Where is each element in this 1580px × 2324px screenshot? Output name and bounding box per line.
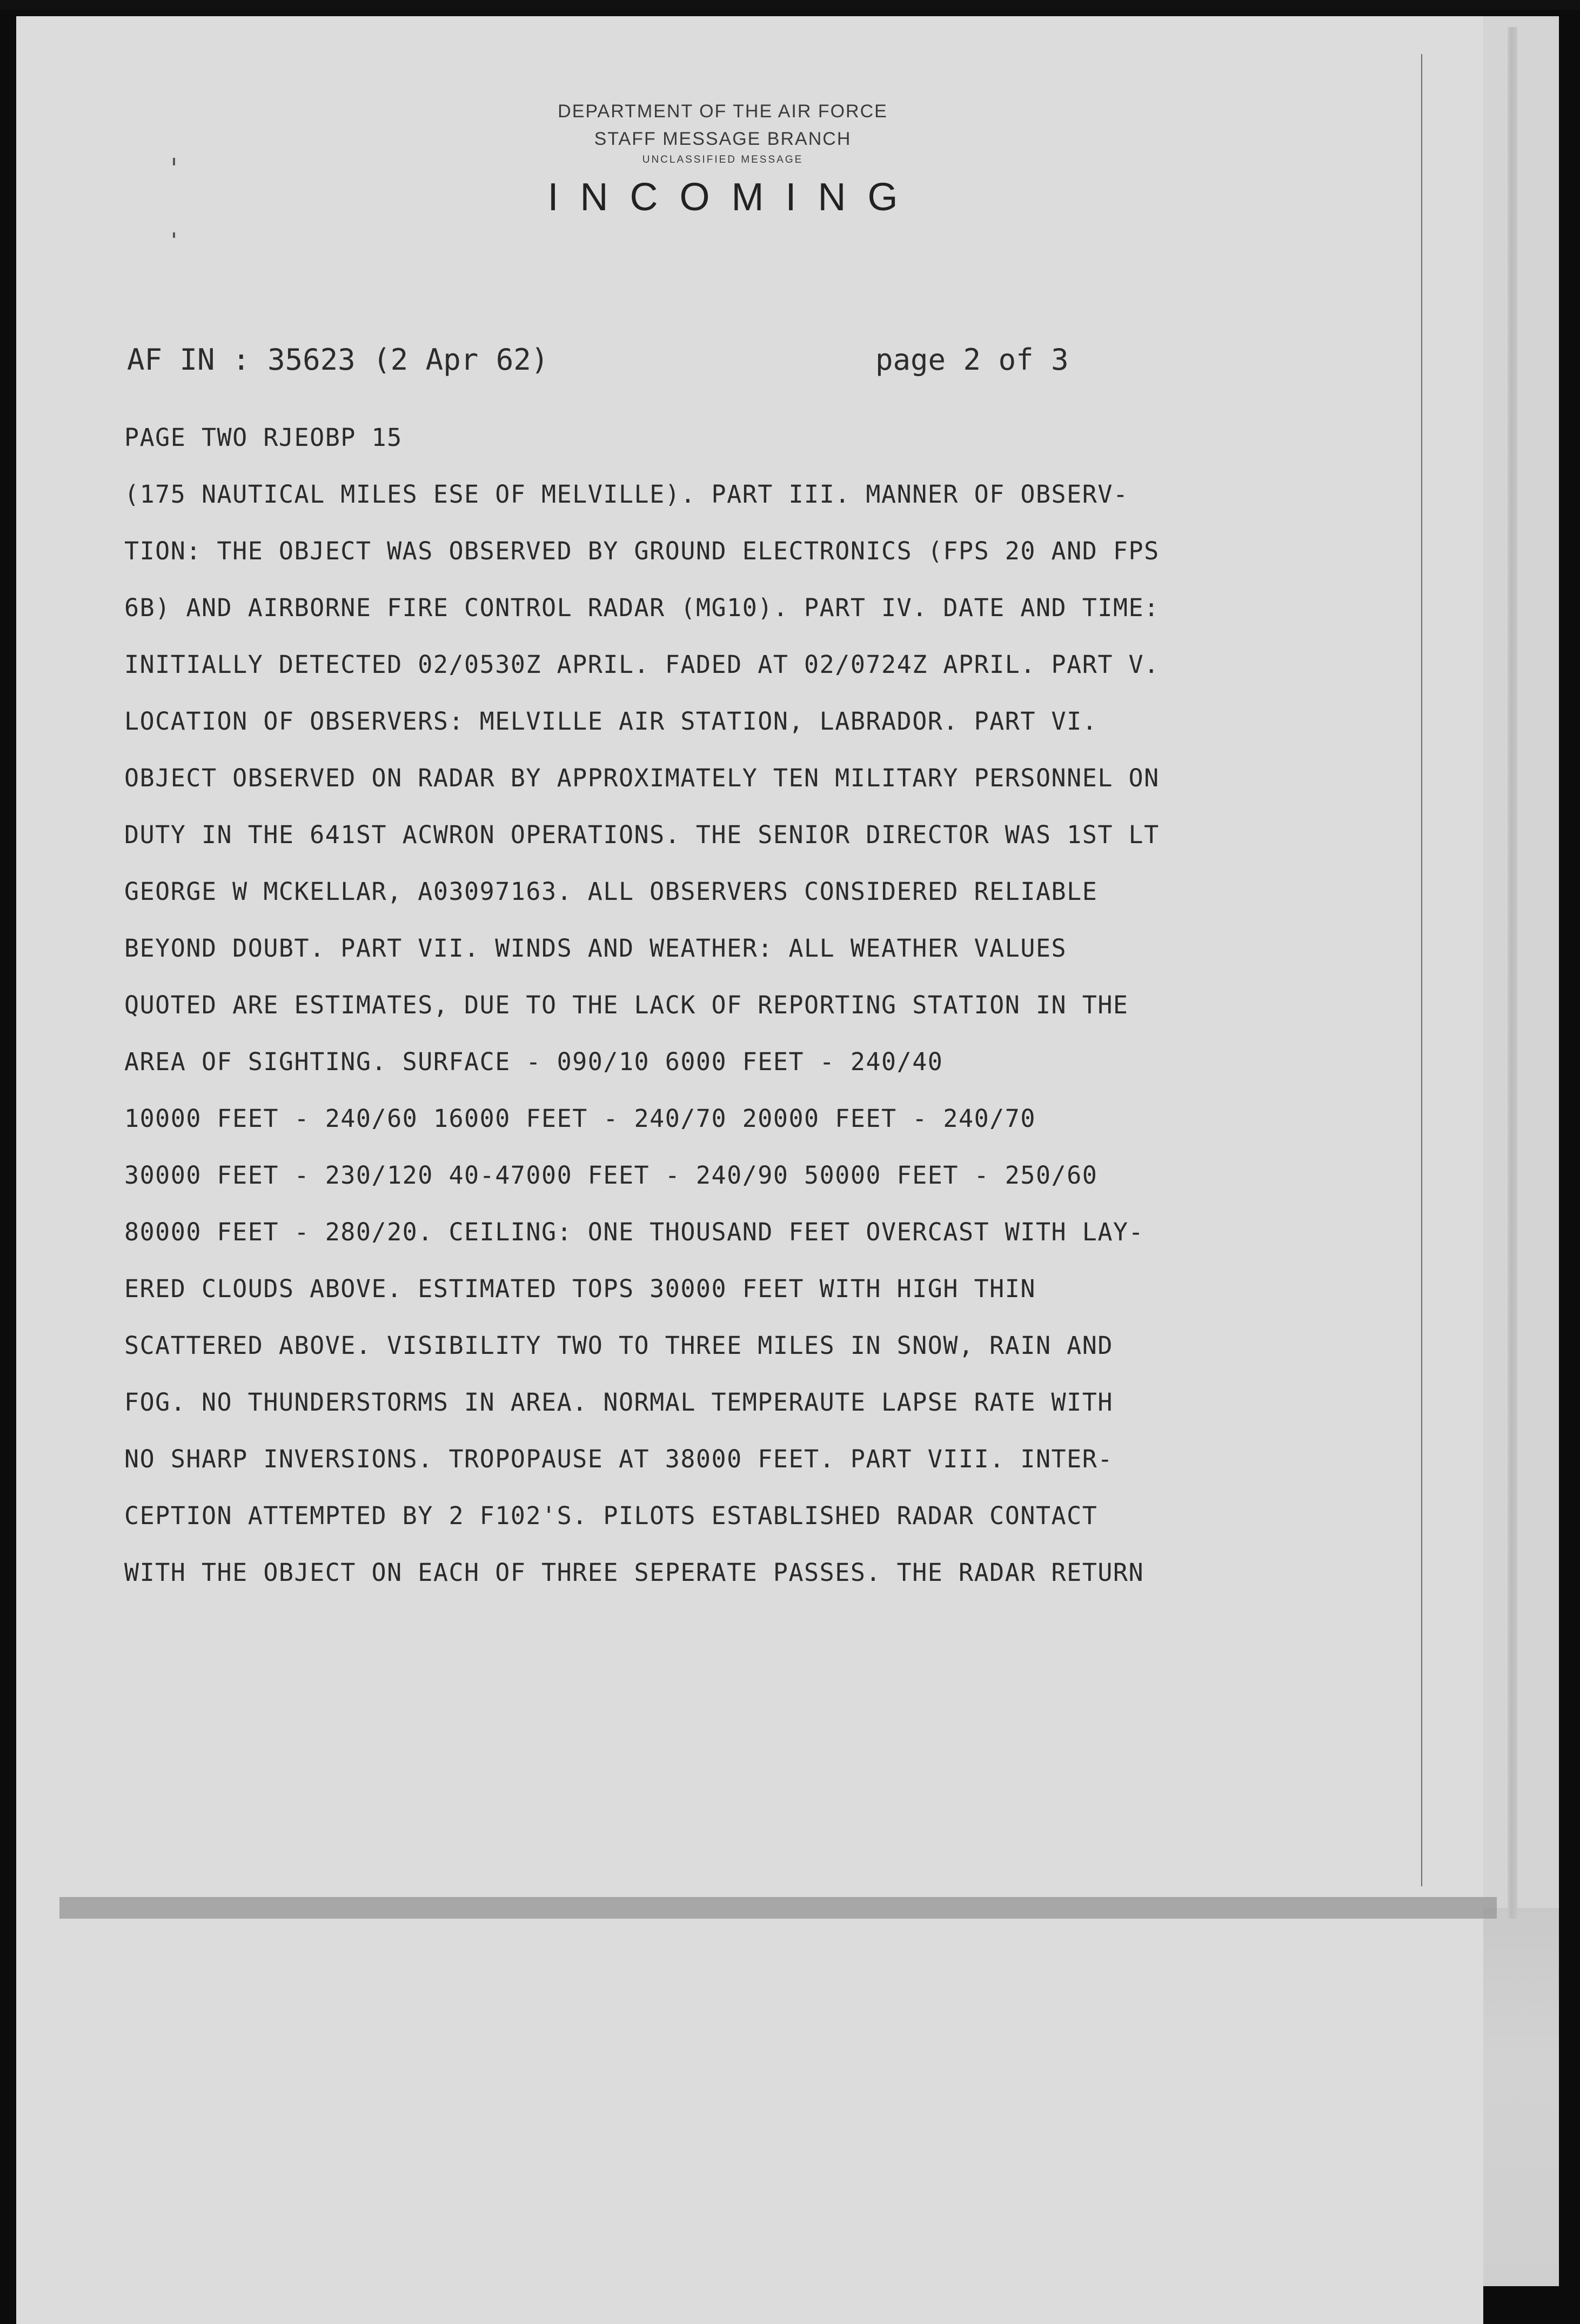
body-line: AREA OF SIGHTING. SURFACE - 090/10 6000 FEET - 240/40 (124, 1047, 943, 1076)
body-line: TION: THE OBJECT WAS OBSERVED BY GROUND ELECTRONICS (FPS 20 AND FPS (124, 537, 1160, 565)
body-line: (175 NAUTICAL MILES ESE OF MELVILLE). PART III. MANNER OF OBSERV- (124, 480, 1129, 509)
film-edge-top (0, 0, 1580, 10)
message-header (16, 97, 1429, 219)
body-line: 30000 FEET - 230/120 40-47000 FEET - 240/90 50000 FEET - 250/60 (124, 1161, 1098, 1190)
message-body (124, 416, 1160, 1608)
paper-edge-right (1508, 27, 1517, 1919)
body-line: 6B) AND AIRBORNE FIRE CONTROL RADAR (MG10). PART IV. DATE AND TIME: (124, 593, 1160, 622)
body-line: 10000 FEET - 240/60 16000 FEET - 240/70 20000 FEET - 240/70 (124, 1104, 1036, 1133)
message-id: AF IN : 35623 (2 Apr 62) (127, 343, 549, 377)
body-line: PAGE TWO RJEOBP 15 (124, 423, 403, 452)
body-line: 80000 FEET - 280/20. CEILING: ONE THOUSAND FEET OVERCAST WITH LAY- (124, 1218, 1144, 1246)
body-line: DUTY IN THE 641ST ACWRON OPERATIONS. THE SENIOR DIRECTOR WAS 1ST LT (124, 820, 1160, 849)
body-line: QUOTED ARE ESTIMATES, DUE TO THE LACK OF REPORTING STATION IN THE (124, 991, 1129, 1019)
page-margin-line (1421, 54, 1422, 1886)
branch-line: STAFF MESSAGE BRANCH (594, 129, 852, 149)
body-line: WITH THE OBJECT ON EACH OF THREE SEPERATE PASSES. THE RADAR RETURN (124, 1558, 1144, 1587)
body-line: FOG. NO THUNDERSTORMS IN AREA. NORMAL TEMPERAUTE LAPSE RATE WITH (124, 1388, 1113, 1417)
body-line: NO SHARP INVERSIONS. TROPOPAUSE AT 38000 FEET. PART VIII. INTER- (124, 1445, 1113, 1473)
body-line: INITIALLY DETECTED 02/0530Z APRIL. FADED AT 02/0724Z APRIL. PART V. (124, 650, 1160, 679)
body-line: LOCATION OF OBSERVERS: MELVILLE AIR STATION, LABRADOR. PART VI. (124, 707, 1098, 736)
body-line: BEYOND DOUBT. PART VII. WINDS AND WEATHER: ALL WEATHER VALUES (124, 934, 1067, 963)
body-line: CEPTION ATTEMPTED BY 2 F102'S. PILOTS ESTABLISHED RADAR CONTACT (124, 1501, 1098, 1530)
stray-mark (173, 232, 175, 238)
body-line: OBJECT OBSERVED ON RADAR BY APPROXIMATELY TEN MILITARY PERSONNEL ON (124, 764, 1160, 792)
classification-line: UNCLASSIFIED MESSAGE (642, 154, 804, 165)
incoming-title: INCOMING (547, 176, 920, 219)
page-indicator: page 2 of 3 (875, 343, 1069, 377)
paper-shadow (59, 1897, 1497, 1919)
department-line: DEPARTMENT OF THE AIR FORCE (558, 101, 888, 122)
body-line: GEORGE W MCKELLAR, A03097163. ALL OBSERVERS CONSIDERED RELIABLE (124, 877, 1098, 906)
body-line: SCATTERED ABOVE. VISIBILITY TWO TO THREE MILES IN SNOW, RAIN AND (124, 1331, 1113, 1360)
body-line: ERED CLOUDS ABOVE. ESTIMATED TOPS 30000 FEET WITH HIGH THIN (124, 1274, 1036, 1303)
message-page (16, 16, 1483, 2324)
